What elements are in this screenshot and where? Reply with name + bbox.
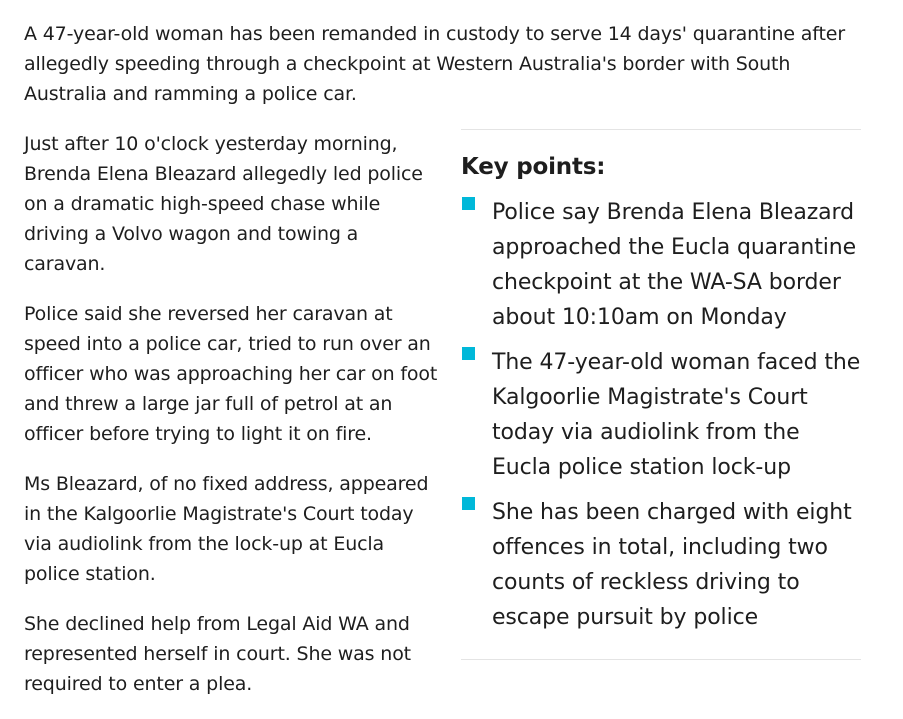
- key-points-box: [461, 129, 861, 660]
- key-point-text: Police say Brenda Elena Bleazard approached the Eucla quarantine checkpoint at the WA-SA border about 10:10am on Monday: [492, 200, 857, 330]
- article-body: [24, 129, 439, 719]
- article-paragraph: She declined help from Legal Aid WA and represented herself in court. She was not required to enter a plea.: [24, 613, 411, 695]
- key-point-item: [461, 495, 861, 635]
- article-paragraph: Just after 10 o'clock yesterday morning, Brenda Elena Bleazard allegedly led police on a dramatic high-speed chase while driving a Volvo wagon and towing a caravan.: [24, 133, 423, 275]
- article-paragraph: Police said she reversed her caravan at speed into a police car, tried to run over an officer who was approaching her car on foot and threw a large jar full of petrol at an officer before trying to light it on fire.: [24, 303, 438, 445]
- article-paragraph: Ms Bleazard, of no fixed address, appeared in the Kalgoorlie Magistrate's Court today via audiolink from the lock-up at Eucla police station.: [24, 473, 429, 585]
- key-point-item: [461, 195, 861, 335]
- key-points-list: [461, 195, 861, 635]
- key-points-heading: Key points:: [461, 154, 606, 180]
- square-bullet-icon: [462, 197, 475, 210]
- article-intro: A 47-year-old woman has been remanded in custody to serve 14 days' quarantine after allegedly speeding through a checkpoint at Western Australia's border with South Australia and ramming a police car.: [24, 23, 846, 105]
- square-bullet-icon: [462, 497, 475, 510]
- key-point-text: She has been charged with eight offences in total, including two counts of reckless driving to escape pursuit by police: [492, 500, 852, 630]
- square-bullet-icon: [462, 347, 475, 360]
- key-point-text: The 47-year-old woman faced the Kalgoorlie Magistrate's Court today via audiolink from the Eucla police station lock-up: [492, 350, 861, 480]
- key-point-item: [461, 345, 861, 485]
